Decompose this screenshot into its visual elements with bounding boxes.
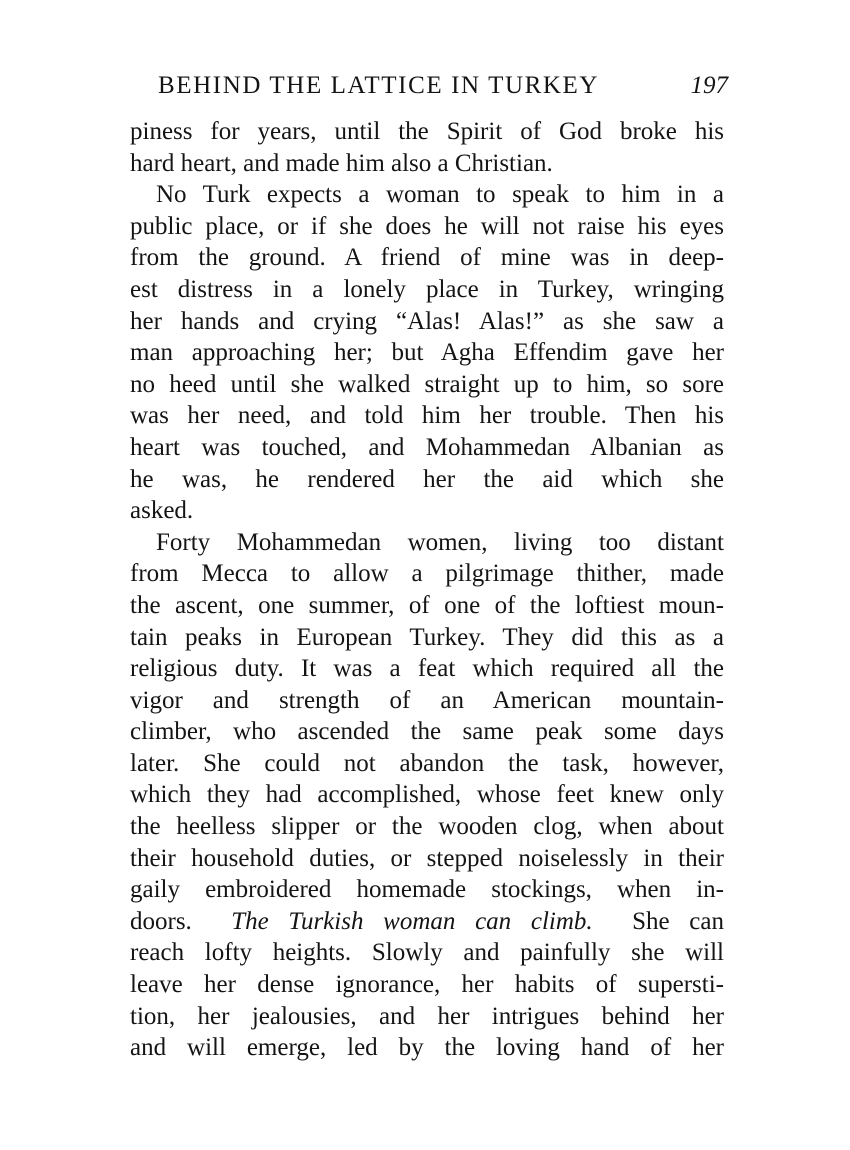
text-line: later. She could not abandon the task, however, — [130, 749, 724, 777]
text-line: asked. — [130, 497, 194, 525]
text-line: which they had accomplished, whose feet knew only — [130, 781, 724, 809]
text-line-segment: She can — [632, 907, 724, 935]
text-line: Forty Mohammedan women, living too distant — [156, 528, 724, 556]
text-line: tion, her jealousies, and her intrigues behind her — [130, 1002, 724, 1030]
text-line: man approaching her; but Agha Effendim gave her — [130, 339, 724, 367]
text-line: the ascent, one summer, of one of the loftiest moun- — [130, 591, 724, 619]
text-line: and will emerge, led by the loving hand of her — [130, 1034, 724, 1062]
running-head — [158, 68, 728, 104]
text-line: religious duty. It was a feat which required all the — [130, 655, 724, 683]
text-line: gaily embroidered homemade stockings, when in- — [130, 876, 724, 904]
text-line-segment: doors. — [130, 907, 192, 935]
text-line: the heelless slipper or the wooden clog, when about — [130, 813, 724, 841]
text-line: her hands and crying “Alas! Alas!” as she saw a — [130, 307, 724, 335]
text-line: vigor and strength of an American mountain- — [130, 686, 724, 714]
text-line: no heed until she walked straight up to him, so sore — [130, 370, 724, 398]
text-line: hard heart, and made him also a Christian. — [130, 149, 553, 177]
text-line — [130, 906, 724, 938]
text-line: he was, he rendered her the aid which she — [130, 465, 724, 493]
emphasis-text: The Turkish woman can climb. — [231, 907, 593, 935]
text-line: tain peaks in European Turkey. They did this as a — [130, 623, 724, 651]
text-line: from Mecca to allow a pilgrimage thither, made — [130, 560, 724, 588]
text-line: est distress in a lonely place in Turkey, wringing — [130, 275, 724, 303]
text-line: No Turk expects a woman to speak to him in a — [156, 181, 724, 209]
running-head-title: BEHIND THE LATTICE IN TURKEY — [158, 72, 600, 99]
page-number: 197 — [690, 72, 728, 99]
text-line: heart was touched, and Mohammedan Albanian as — [130, 433, 724, 461]
text-line: public place, or if she does he will not raise his eyes — [130, 212, 724, 240]
text-line: climber, who ascended the same peak some days — [130, 718, 724, 746]
text-line: leave her dense ignorance, her habits of supersti- — [130, 971, 724, 999]
text-line: reach lofty heights. Slowly and painfully she will — [130, 939, 724, 967]
text-line: their household duties, or stepped noiselessly in their — [130, 844, 724, 872]
body-text — [130, 116, 724, 1064]
text-line: from the ground. A friend of mine was in deep- — [130, 244, 724, 272]
text-line: was her need, and told him her trouble. Then his — [130, 402, 724, 430]
text-line: piness for years, until the Spirit of God broke his — [130, 118, 724, 145]
